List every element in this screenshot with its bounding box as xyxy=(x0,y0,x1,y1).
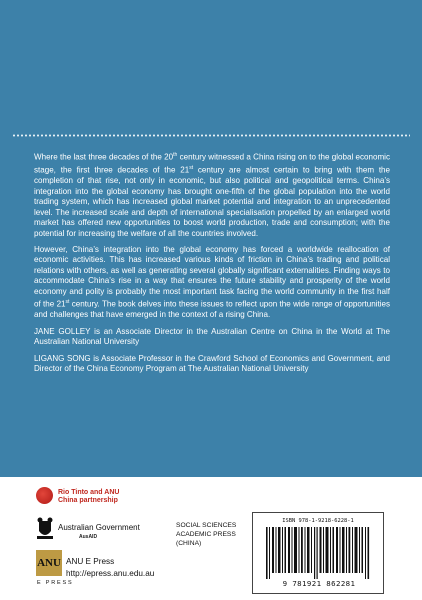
rio-tinto-text: Rio Tinto and ANU China partnership xyxy=(58,489,120,504)
author-bio-song: LIGANG SONG is Associate Professor in the Crawford School of Economics and Government, and Director of the China Economy Program at The Australian National University xyxy=(34,353,390,374)
anu-logo: ANU xyxy=(36,550,62,576)
dotted-rule xyxy=(12,134,410,137)
australian-government-name: Australian Government xyxy=(58,523,140,532)
anu-press-name: ANU E Press xyxy=(66,557,115,566)
ausaid-label: AusAID xyxy=(79,534,98,540)
paragraph-intro: Where the last three decades of the 20th century witnessed a China rising on to the global economic stage, the first three decades of the 21st century are almost certain to bring with them the completion of that rise, not only in economic, but also political and geopolitical terms. China’s integration into the global economy has brought one-fifth of the global population into the world trading system, which has increased global market potential and integration to an unprecedented level. The increased scale and depth of international specialisation propelled by an enlarged world market has offered new opportunities to boost world production, trade and consumption; with the potential for increasing the welfare of all the countries involved. xyxy=(34,152,391,238)
barcode-icon xyxy=(266,527,370,579)
anu-press-url[interactable]: http://epress.anu.edu.au xyxy=(66,568,155,578)
anu-press-info xyxy=(66,556,154,579)
coat-of-arms-icon xyxy=(36,517,54,541)
rio-tinto-icon xyxy=(36,487,53,504)
isbn-label: ISBN 978-1-9218-6228-1 xyxy=(282,518,354,524)
blurb xyxy=(34,150,390,381)
paragraph-however: However, China’s integration into the global economy has forced a worldwide reallocation of economic activities. This has increased various kinds of friction in China’s trading and political relations with others, as well as generating several globally significant externalities. Finding ways to accommodate China’s rise in a way that ensures the future stability and prosperity of the world economy and polity is probably the most important task facing the world community in the first half of the 21st century. The book delves into these issues to reflect upon the wide range of opportunities and challenges that have emerged in the context of a rising China. xyxy=(34,244,391,320)
isbn-barcode xyxy=(252,512,384,594)
barcode-digits: 9 781921 862281 xyxy=(282,579,356,588)
publisher-name: SOCIAL SCIENCES ACADEMIC PRESS (CHINA) xyxy=(176,522,237,547)
anu-logo-subtitle: E PRESS xyxy=(37,580,74,586)
author-bio-golley: JANE GOLLEY is an Associate Director in the Australian Centre on China in the World at The Australian National University xyxy=(34,326,390,347)
australian-government-logo xyxy=(36,517,166,547)
